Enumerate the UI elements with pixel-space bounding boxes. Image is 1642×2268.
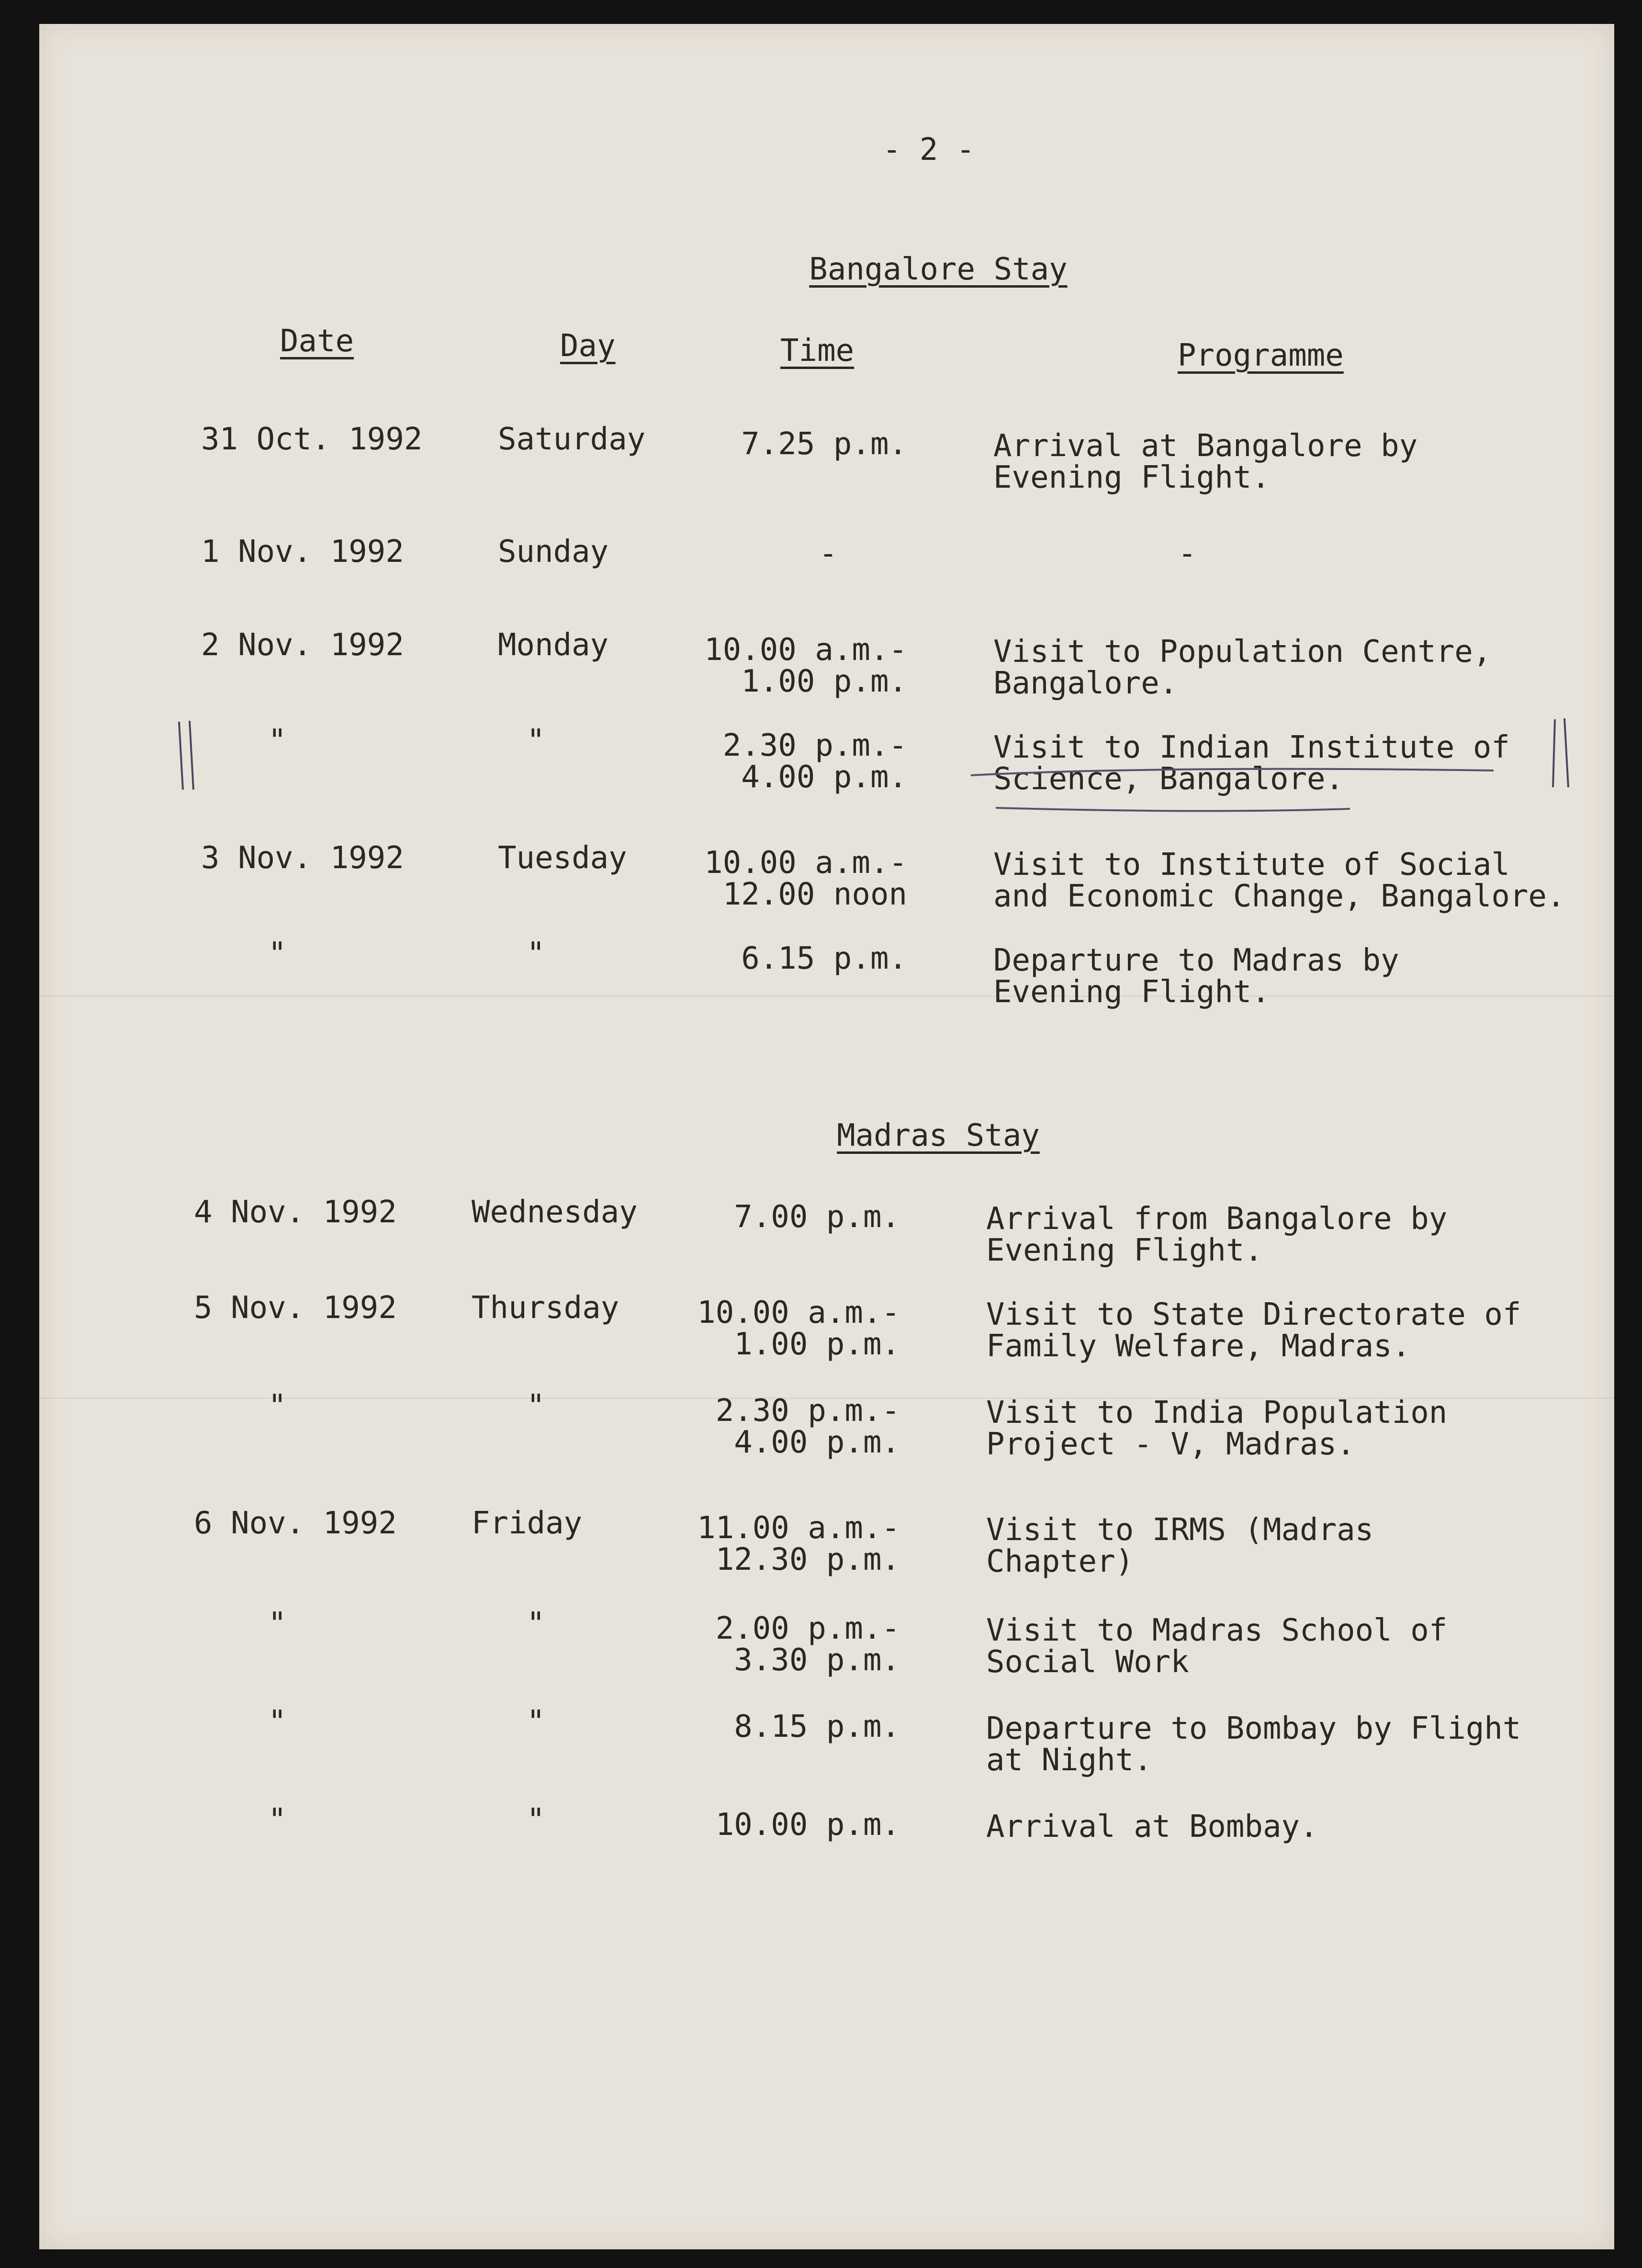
handwritten-margin-mark-right [1546,715,1575,792]
column-header-time: Time [780,333,855,369]
row-time-start: 2.00 p.m.- [715,1611,900,1646]
row-time-start: 2.30 p.m.- [722,728,907,763]
row-programme-line1: Arrival from Bangalore by [986,1201,1448,1237]
row-day: " [527,1388,545,1424]
row-programme-line1: Visit to Madras School of [986,1613,1448,1648]
row-programme-line2: Science, Bangalore. [993,761,1344,797]
row-date: 2 Nov. 1992 [201,627,404,663]
row-programme-line2: Evening Flight. [986,1233,1263,1268]
row-programme-line2: Family Welfare, Madras. [986,1329,1411,1364]
row-date: 4 Nov. 1992 [194,1195,397,1230]
row-programme-line2: Bangalore. [993,666,1178,701]
row-time-end: 12.00 noon [722,877,907,912]
row-day: " [527,1704,545,1740]
handwritten-margin-mark-left [172,718,201,794]
row-day: Sunday [498,534,609,570]
row-date: " [268,936,287,972]
row-time-start: - [819,536,838,571]
row-time-start: 10.00 p.m. [715,1807,900,1843]
row-date: " [268,1802,287,1838]
section-title-madras: Madras Stay [837,1118,1040,1153]
row-time-end: 1.00 p.m. [734,1327,900,1362]
row-programme-line1: Departure to Bombay by Flight [986,1711,1521,1746]
row-programme-line2: Evening Flight. [993,460,1270,495]
row-day: Friday [472,1506,583,1541]
row-date: " [268,1388,287,1424]
row-day: Wednesday [472,1195,638,1230]
row-time-start: 7.00 p.m. [734,1199,900,1235]
row-date: 5 Nov. 1992 [194,1290,397,1326]
row-date: 3 Nov. 1992 [201,840,404,876]
row-programme-line1: Arrival at Bangalore by [993,428,1418,464]
row-programme-line2: Chapter) [986,1544,1134,1579]
row-time-start: 8.15 p.m. [734,1709,900,1744]
column-header-programme: Programme [1178,338,1344,373]
row-date: " [268,1704,287,1740]
row-date: 1 Nov. 1992 [201,534,404,570]
row-time-end: 3.30 p.m. [734,1642,900,1678]
row-day: Tuesday [498,840,627,876]
row-date: " [268,1606,287,1642]
row-time-start: 10.00 a.m.- [704,845,907,881]
row-time-start: 10.00 a.m.- [697,1295,900,1330]
row-programme-line2: Social Work [986,1644,1189,1680]
row-day: Monday [498,627,609,663]
section-title-bangalore: Bangalore Stay [809,252,1068,287]
page-number: - 2 - [882,132,975,168]
row-programme-line2: Project - V, Madras. [986,1427,1355,1462]
row-programme-line2: at Night. [986,1743,1152,1778]
column-header-day: Day [560,328,616,364]
row-day: " [527,1802,545,1838]
row-programme-line1: Visit to State Directorate of [986,1297,1521,1332]
paper-fold [39,995,1614,997]
row-day: Saturday [498,422,646,457]
row-programme-line1: Visit to IRMS (Madras [986,1512,1374,1548]
row-programme-line1: Arrival at Bombay. [986,1809,1318,1844]
row-day: " [527,1606,545,1642]
row-programme-line2: Evening Flight. [993,974,1270,1010]
row-programme-line2: and Economic Change, Bangalore. [993,879,1565,914]
row-time-start: 10.00 a.m.- [704,632,907,668]
row-date: 6 Nov. 1992 [194,1506,397,1541]
row-date: 31 Oct. 1992 [201,422,423,457]
row-programme-line1: - [1178,536,1197,571]
row-time-end: 1.00 p.m. [741,664,907,699]
row-programme-line1: Visit to Indian Institute of [993,730,1510,765]
row-programme-line1: Visit to Population Centre, [993,634,1492,670]
column-header-date: Date [280,324,354,359]
handwritten-underline [967,756,1494,818]
row-time-end: 4.00 p.m. [741,760,907,795]
row-programme-line1: Visit to Institute of Social [993,847,1510,883]
row-time-start: 7.25 p.m. [741,426,907,462]
row-time-end: 4.00 p.m. [734,1425,900,1460]
row-programme-line1: Visit to India Population [986,1395,1448,1430]
row-time-end: 12.30 p.m. [715,1542,900,1577]
row-day: " [527,723,545,759]
row-time-start: 6.15 p.m. [741,941,907,976]
row-time-start: 11.00 a.m.- [697,1510,900,1546]
row-date: " [268,723,287,759]
row-day: " [527,936,545,972]
row-time-start: 2.30 p.m.- [715,1393,900,1429]
row-day: Thursday [472,1290,619,1326]
row-programme-line1: Departure to Madras by [993,943,1399,978]
